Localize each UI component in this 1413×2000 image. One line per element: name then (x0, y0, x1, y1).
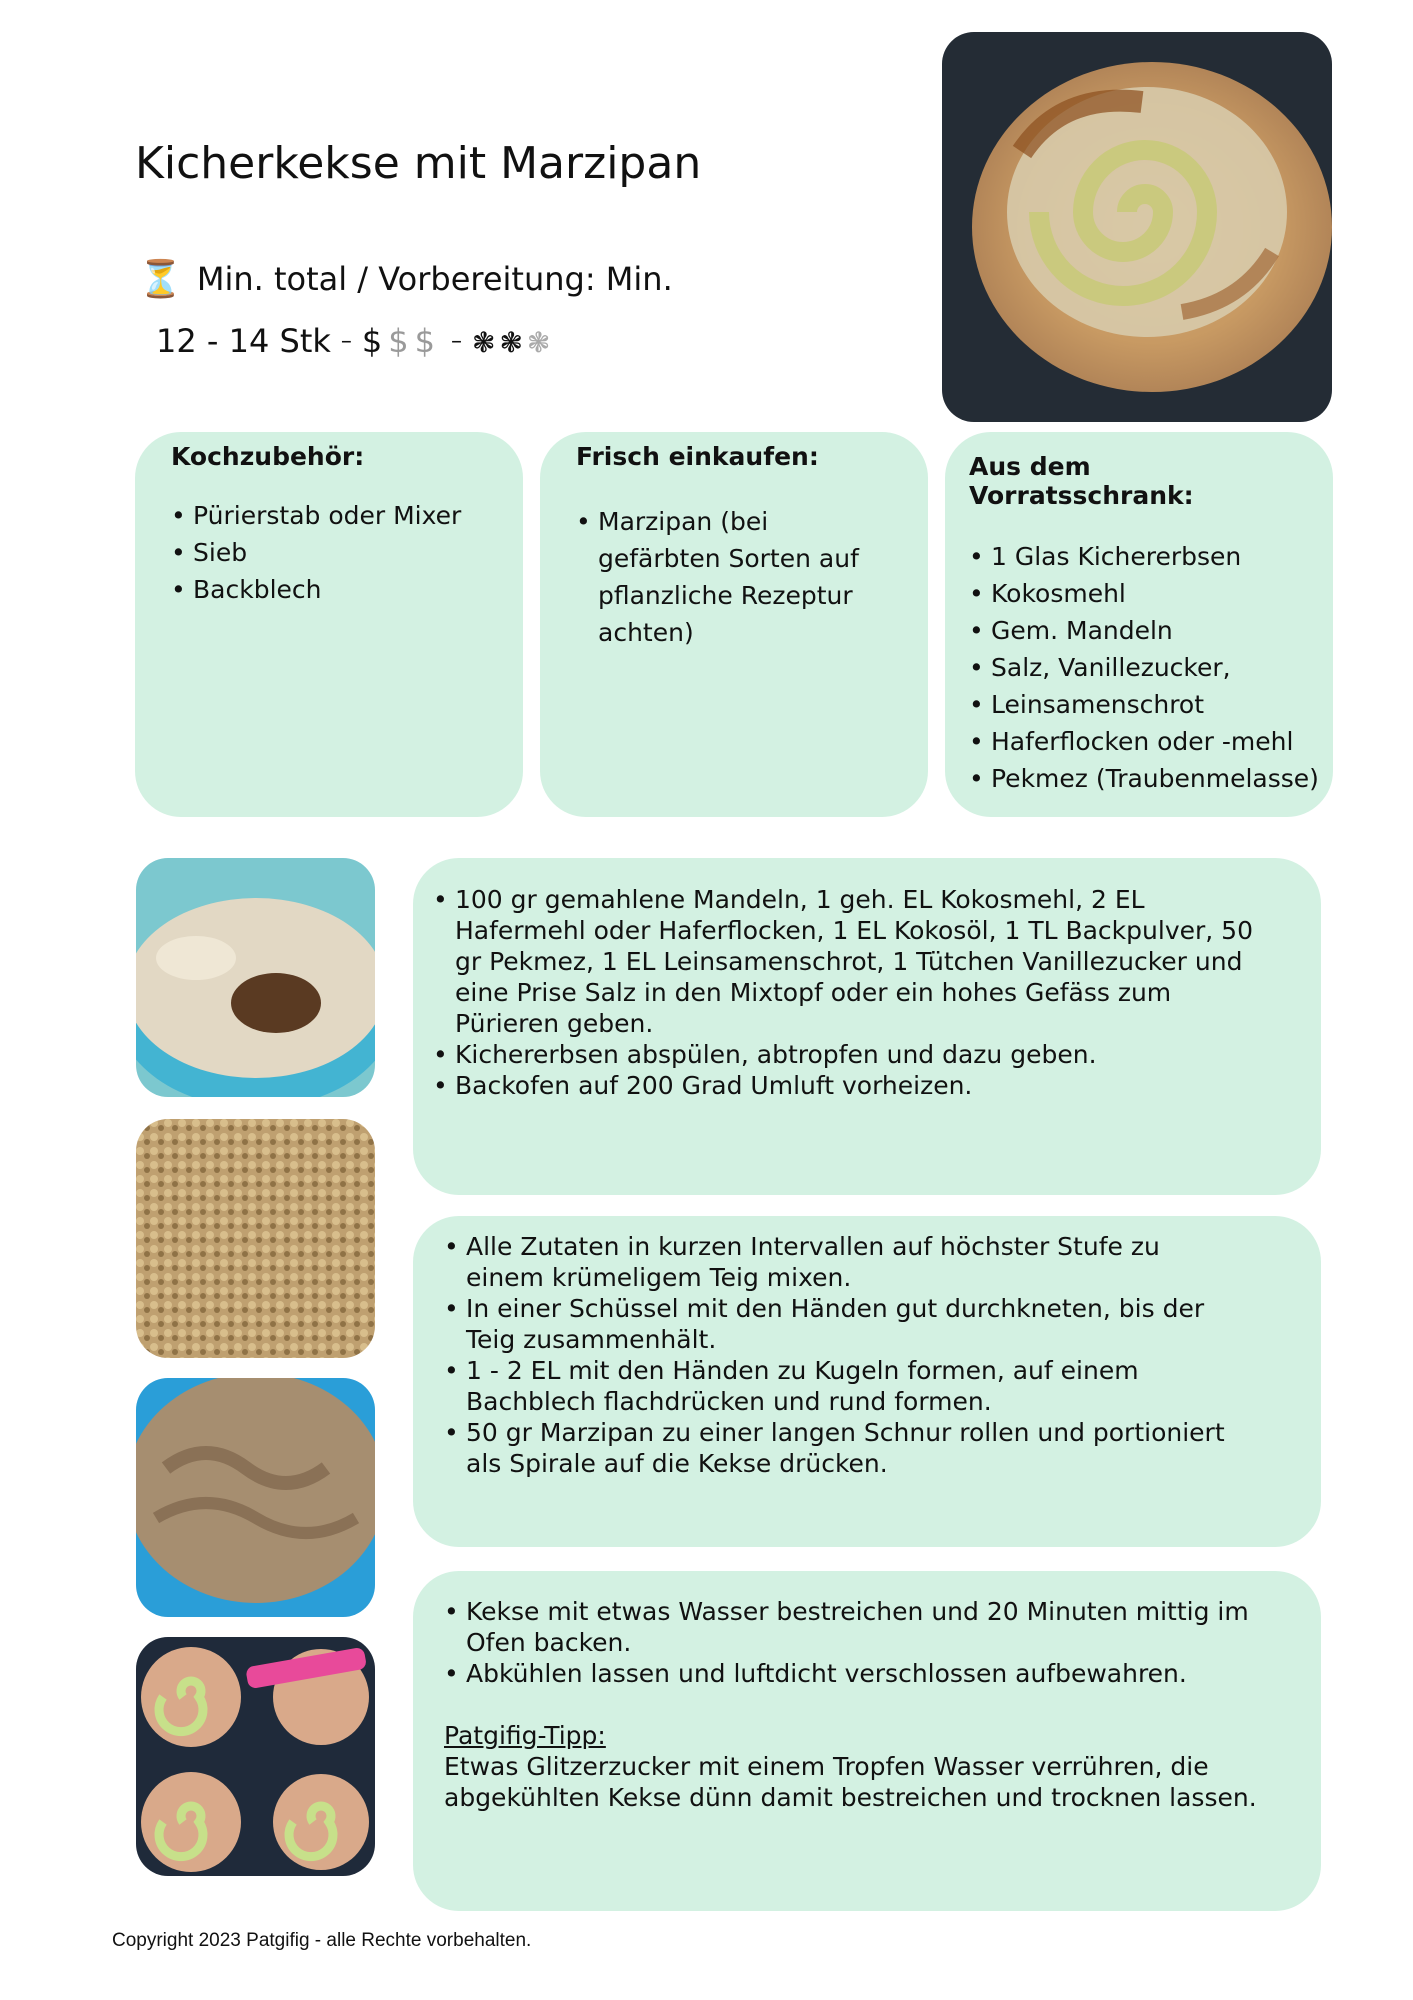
crumbly-dough-photo (136, 1119, 375, 1358)
list-item: • Sieb (171, 534, 503, 571)
list-item: • Kichererbsen abspülen, abtropfen und dazu geben. (433, 1039, 1281, 1070)
tools-title: Kochzubehör: (171, 442, 365, 471)
difficulty-symbol: ❃ (499, 326, 523, 359)
cost-symbol: $ (361, 322, 383, 360)
list-item: • In einer Schüssel mit den Händen gut durchkneten, bis der Teig zusammenhält. (444, 1293, 1231, 1355)
recipe-title: Kicherkekse mit Marzipan (135, 138, 702, 189)
list-item: • Leinsamenschrot (969, 686, 1323, 723)
tip-text: Etwas Glitzerzucker mit einem Tropfen Wasser verrühren, die abgekühlten Kekse dünn damit bestreichen und trocknen lassen. (444, 1752, 1257, 1812)
time-text: Min. total / Vorbereitung: Min. (196, 260, 673, 298)
list-item: • 100 gr gemahlene Mandeln, 1 geh. EL Kokosmehl, 2 EL Hafermehl oder Haferflocken, 1 EL Kokosöl, 1 TL Backpulver, 50 gr Pekmez, 1 EL Leinsamenschrot, 1 Tütchen Vanillezucker und eine Prise Salz in den Mixtopf oder ein hohes Gefäss zum Pürieren geben. (433, 884, 1281, 1039)
fresh-box (540, 432, 928, 817)
fresh-title: Frisch einkaufen: (576, 442, 819, 471)
finished-cookie-photo (942, 32, 1332, 422)
tip-heading: Patgifig-Tipp: (444, 1721, 606, 1750)
list-item: • Pekmez (Traubenmelasse) (969, 760, 1323, 797)
time-line (138, 258, 673, 300)
list-item: • Marzipan (bei gefärbten Sorten auf pflanzliche Rezeptur achten) (576, 503, 892, 651)
cost-symbol: $ (414, 322, 435, 360)
list-item: • Abkühlen lassen und luftdicht verschlossen aufbewahren. (444, 1658, 1261, 1689)
list-item: • Haferflocken oder -mehl (969, 723, 1323, 760)
list-item: • Salz, Vanillezucker, (969, 649, 1323, 686)
list-item: • 1 Glas Kichererbsen (969, 538, 1323, 575)
pantry-title: Aus dem Vorratsschrank: (969, 452, 1194, 510)
cost-symbol: $ (388, 322, 409, 360)
list-item: • Kokosmehl (969, 575, 1323, 612)
list-item: • Gem. Mandeln (969, 612, 1323, 649)
separator: – (340, 328, 352, 354)
list-item: • 50 gr Marzipan zu einer langen Schnur rollen und portioniert als Spirale auf die Kekse drücken. (444, 1417, 1231, 1479)
difficulty-symbol: ❃ (526, 326, 551, 359)
list-item: • Alle Zutaten in kurzen Intervallen auf höchster Stufe zu einem krümeligem Teig mixen. (444, 1231, 1231, 1293)
step-1-box (413, 858, 1321, 1195)
step-3-box (413, 1571, 1321, 1911)
cookies-with-spirals-photo (136, 1637, 375, 1876)
tools-box (135, 432, 523, 817)
list-item: • Backblech (171, 571, 503, 608)
copyright-footer: Copyright 2023 Patgifig - alle Rechte vorbehalten. (112, 1930, 532, 1951)
list-item: • 1 - 2 EL mit den Händen zu Kugeln formen, auf einem Bachblech flachdrücken und rund formen. (444, 1355, 1231, 1417)
yield-cost-difficulty-line (156, 322, 554, 360)
tools-list (171, 497, 503, 608)
pantry-list (969, 538, 1323, 797)
step-1-list (433, 884, 1281, 1101)
yield-text: 12 - 14 Stk (156, 322, 331, 360)
step-3-list (444, 1596, 1261, 1689)
difficulty-symbol: ❃ (471, 326, 496, 359)
difficulty-rating (472, 322, 554, 360)
shaped-dough-photo (136, 1378, 375, 1617)
list-item: • Backofen auf 200 Grad Umluft vorheizen. (433, 1070, 1281, 1101)
list-item: • Kekse mit etwas Wasser bestreichen und 20 Minuten mittig im Ofen backen. (444, 1596, 1261, 1658)
pantry-box (945, 432, 1333, 817)
step-2-list (444, 1231, 1231, 1479)
dry-ingredients-bowl-photo (136, 858, 375, 1097)
step-2-box (413, 1216, 1321, 1547)
separator: – (450, 328, 462, 354)
fresh-list (576, 503, 892, 651)
cost-rating (362, 322, 441, 360)
hourglass-icon: ⏳ (138, 259, 183, 300)
list-item: • Pürierstab oder Mixer (171, 497, 503, 534)
